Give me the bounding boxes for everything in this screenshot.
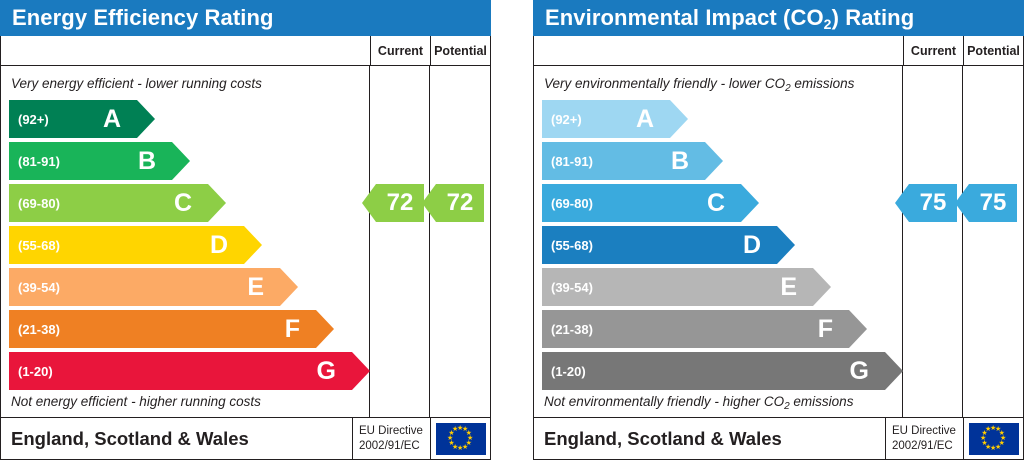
rating-band-a — [542, 100, 670, 138]
band-letter: F — [817, 314, 833, 343]
chart-footer — [533, 418, 1024, 460]
eu-star-icon: ★ — [985, 426, 992, 434]
band-arrow-tip — [777, 226, 795, 264]
band-range: (39-54) — [18, 279, 60, 295]
rating-band-e — [9, 268, 280, 306]
band-letter: A — [635, 104, 654, 133]
potential-rating-marker — [436, 184, 484, 222]
column-header-spacer — [1, 36, 370, 65]
band-letter: C — [706, 188, 725, 217]
eu-flag-icon — [963, 418, 1023, 459]
band-arrow-tip — [137, 100, 155, 138]
rating-band-f — [9, 310, 316, 348]
eu-star-icon: ★ — [452, 426, 459, 434]
band-letter: A — [102, 104, 121, 133]
potential-rating-value: 72 — [446, 189, 474, 216]
eu-star-icon: ★ — [995, 426, 1002, 434]
eu-star-icon: ★ — [447, 435, 454, 442]
eu-star-icon: ★ — [457, 445, 464, 452]
band-arrow-tip — [741, 184, 759, 222]
column-header-spacer — [534, 36, 903, 65]
rating-band-d — [542, 226, 777, 264]
eu-star-icon: ★ — [465, 430, 472, 437]
chart-header — [533, 0, 1024, 36]
column-headers — [534, 36, 1023, 66]
eu-flag-stars — [969, 423, 1019, 455]
column-divider-potential — [429, 66, 430, 417]
band-letter: D — [209, 230, 228, 259]
eu-star-icon: ★ — [448, 440, 455, 447]
band-letter: G — [316, 356, 336, 385]
chart-plot-area — [534, 66, 1023, 417]
eu-star-icon: ★ — [990, 425, 997, 432]
rating-bands — [9, 100, 368, 394]
rating-band-f — [542, 310, 849, 348]
caption-bottom: Not energy efficient - higher running costs — [11, 394, 261, 409]
band-letter: E — [247, 272, 264, 301]
rating-band-g — [542, 352, 885, 390]
footer-country: England, Scotland & Wales — [11, 427, 249, 449]
band-arrow-tip — [316, 310, 334, 348]
band-letter: F — [284, 314, 300, 343]
band-range: (1-20) — [551, 363, 586, 379]
eu-star-icon: ★ — [462, 426, 469, 434]
band-letter: D — [742, 230, 761, 259]
band-range: (92+) — [18, 111, 49, 127]
footer-directive — [352, 418, 430, 459]
band-letter: E — [780, 272, 797, 301]
directive-line-2: 2002/91/EC — [359, 439, 420, 452]
column-header-potential: Potential — [963, 36, 1023, 65]
band-arrow-tip — [885, 352, 903, 390]
marker-tip — [362, 184, 376, 222]
eu-star-icon: ★ — [998, 430, 1005, 437]
current-rating-marker — [376, 184, 424, 222]
rating-band-b — [9, 142, 172, 180]
marker-tip — [422, 184, 436, 222]
footer-country: England, Scotland & Wales — [544, 427, 782, 449]
band-arrow-tip — [813, 268, 831, 306]
eu-star-icon: ★ — [981, 440, 988, 447]
column-divider-potential — [962, 66, 963, 417]
rating-band-g — [9, 352, 352, 390]
rating-band-c — [9, 184, 208, 222]
energy-efficiency-rating-chart — [0, 0, 491, 460]
rating-band-e — [542, 268, 813, 306]
band-letter: B — [137, 146, 156, 175]
environmental-impact-rating-chart — [533, 0, 1024, 460]
chart-body — [533, 36, 1024, 418]
eu-star-icon: ★ — [990, 445, 997, 452]
eu-star-icon: ★ — [1000, 435, 1007, 442]
chart-plot-area — [1, 66, 490, 417]
band-arrow-tip — [849, 310, 867, 348]
band-range: (1-20) — [18, 363, 53, 379]
eu-star-icon: ★ — [462, 443, 469, 451]
eu-star-icon: ★ — [985, 443, 992, 451]
eu-star-icon: ★ — [465, 440, 472, 447]
potential-rating-value: 75 — [979, 189, 1007, 216]
column-header-potential: Potential — [430, 36, 490, 65]
band-arrow-tip — [352, 352, 370, 390]
column-header-current: Current — [370, 36, 430, 65]
band-range: (92+) — [551, 111, 582, 127]
band-range: (69-80) — [551, 195, 593, 211]
band-arrow-tip — [280, 268, 298, 306]
band-arrow-tip — [208, 184, 226, 222]
current-rating-value: 72 — [386, 189, 414, 216]
band-range: (55-68) — [18, 237, 60, 253]
column-headers — [1, 36, 490, 66]
band-range: (21-38) — [18, 321, 60, 337]
chart-header — [0, 0, 491, 36]
rating-band-b — [542, 142, 705, 180]
band-letter: G — [849, 356, 869, 385]
current-rating-value: 75 — [919, 189, 947, 216]
directive-line-1: EU Directive — [359, 425, 423, 438]
marker-tip — [895, 184, 909, 222]
caption-top: Very energy efficient - lower running costs — [11, 76, 262, 91]
eu-star-icon: ★ — [995, 443, 1002, 451]
chart-title-subscript: 2 — [823, 16, 832, 32]
caption-subscript: 2 — [785, 83, 791, 94]
marker-tip — [955, 184, 969, 222]
rating-band-c — [542, 184, 741, 222]
eu-star-icon: ★ — [980, 435, 987, 442]
chart-footer — [0, 418, 491, 460]
eu-star-icon: ★ — [448, 430, 455, 437]
eu-star-icon: ★ — [998, 440, 1005, 447]
eu-star-icon: ★ — [452, 443, 459, 451]
band-letter: B — [670, 146, 689, 175]
eu-star-icon: ★ — [457, 425, 464, 432]
column-header-current: Current — [903, 36, 963, 65]
chart-title: Environmental Impact $(CO_2)$ Rating — [545, 5, 915, 32]
current-rating-marker — [909, 184, 957, 222]
band-range: (39-54) — [551, 279, 593, 295]
band-letter: C — [173, 188, 192, 217]
band-arrow-tip — [670, 100, 688, 138]
band-range: (69-80) — [18, 195, 60, 211]
potential-rating-marker — [969, 184, 1017, 222]
caption-bottom: Not environmentally friendly - higher $CO_2$ emissions — [544, 394, 854, 412]
band-arrow-tip — [705, 142, 723, 180]
band-range: (55-68) — [551, 237, 593, 253]
directive-line-2: 2002/91/EC — [892, 439, 953, 452]
rating-bands — [542, 100, 901, 394]
chart-body — [0, 36, 491, 418]
eu-star-icon: ★ — [981, 430, 988, 437]
band-arrow-tip — [244, 226, 262, 264]
band-range: (81-91) — [551, 153, 593, 169]
rating-band-a — [9, 100, 137, 138]
band-range: (21-38) — [551, 321, 593, 337]
caption-subscript: 2 — [784, 401, 790, 412]
eu-star-icon: ★ — [467, 435, 474, 442]
chart-title: Energy Efficiency Rating — [12, 5, 274, 30]
eu-flag-stars — [436, 423, 486, 455]
band-arrow-tip — [172, 142, 190, 180]
band-range: (81-91) — [18, 153, 60, 169]
rating-band-d — [9, 226, 244, 264]
eu-flag-icon — [430, 418, 490, 459]
caption-top: Very environmentally friendly - lower $CO_2$ emissions — [544, 76, 855, 94]
footer-directive — [885, 418, 963, 459]
directive-line-1: EU Directive — [892, 425, 956, 438]
